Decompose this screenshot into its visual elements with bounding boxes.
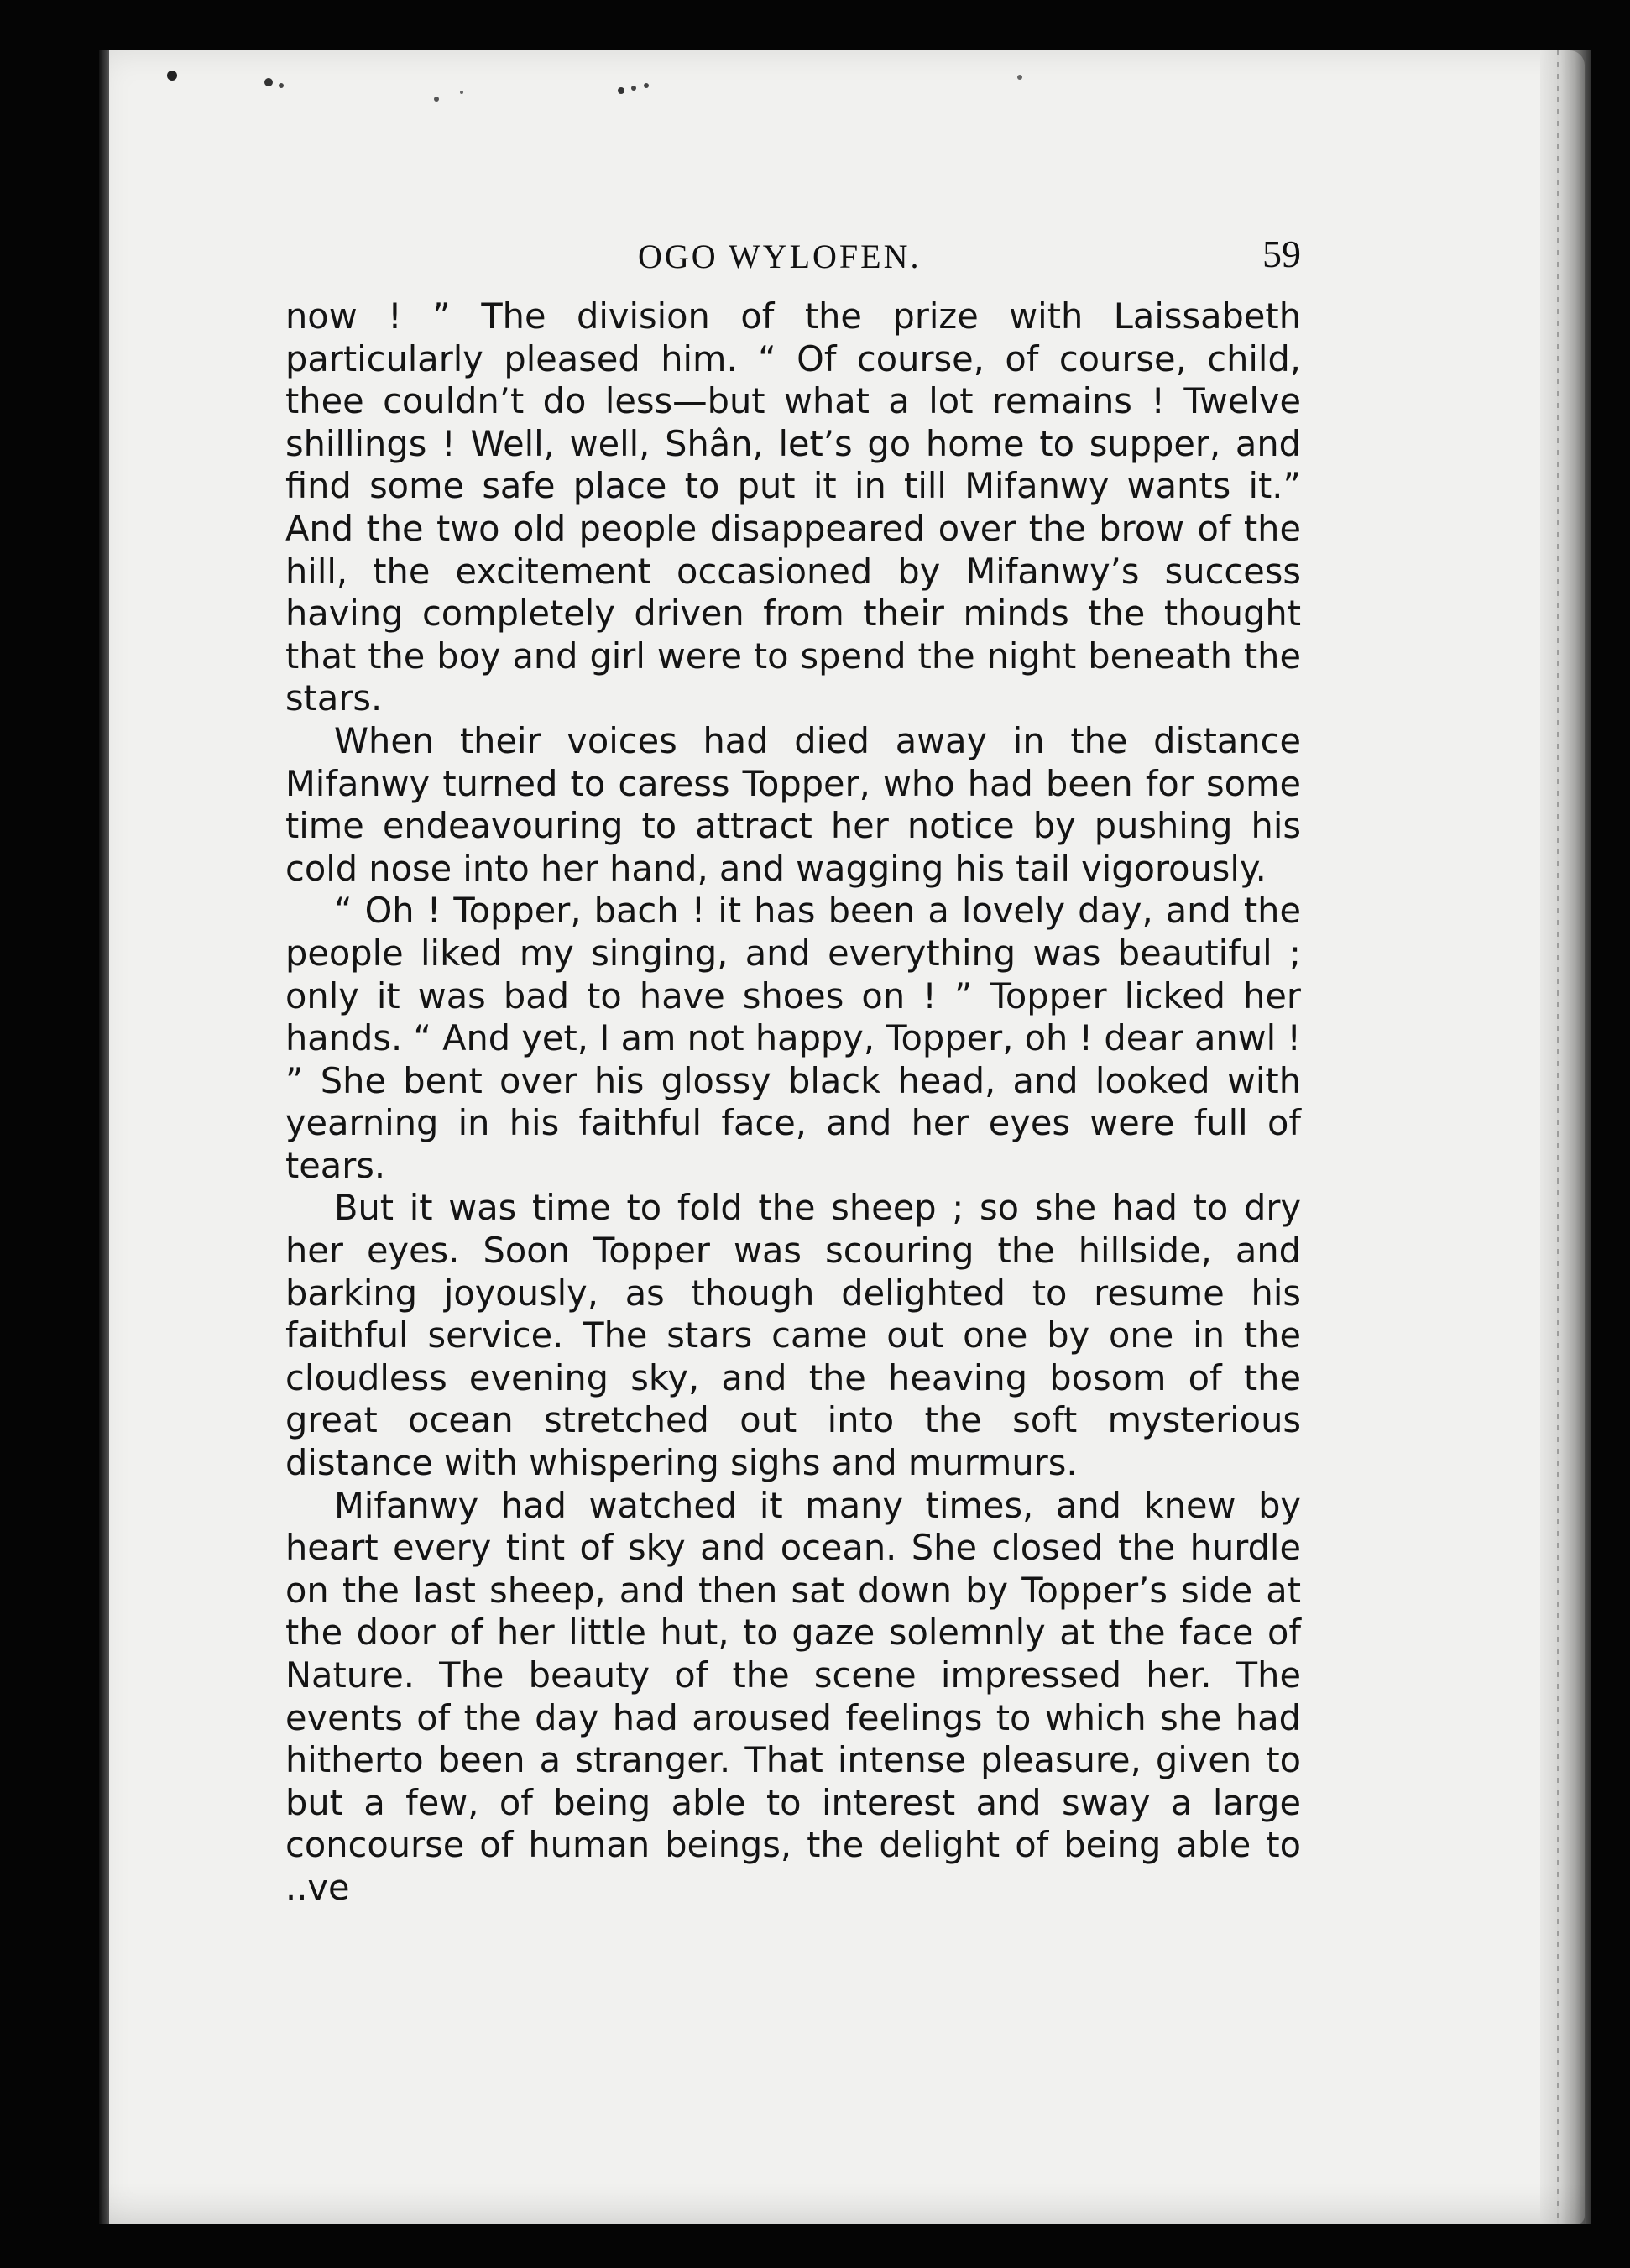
body-text	[285, 295, 1301, 1910]
paragraph: When their voices had died away in the distance Mifanwy turned to caress Topper, who had been for some time endeavouring to attract her notice by pushing his cold nose into her hand, and wagging his tail vigorously.	[285, 719, 1301, 889]
page-header	[285, 227, 1301, 285]
paragraph: “ Oh ! Topper, bach ! it has been a lovely day, and the people liked my singing, and everything was beautiful ; only it was bad to have shoes on ! ” Topper licked her hands. “ And yet, I am not happy, Topper, oh ! dear anwl ! ” She bent over his glossy black head, and looked with yearning in his faithful face, and her eyes were full of tears.	[285, 890, 1301, 1186]
paragraph: now ! ” The division of the prize with Laissabeth particularly pleased him. “ Of course, of course, child, thee couldn’t do less—but what a lot remains ! Twelve shillings ! Well, well, Shân, let’s go home to supper, and find some safe place to put it in till Mifanwy wants it.” And the two old people disappeared over the brow of the hill, the excitement occasioned by Mifanwy’s success having completely driven from their minds the thought that the boy and girl were to spend the night beneath the stars.	[285, 295, 1301, 719]
running-head: OGO WYLOFEN.	[638, 238, 922, 275]
paragraph: But it was time to fold the sheep ; so she had to dry her eyes. Soon Topper was scouring the hillside, and barking joyously, as though delighted to resume his faithful service. The stars came out one by one in the cloudless evening sky, and the heaving bosom of the great ocean stretched out into the soft mysterious distance with whispering sighs and murmurs.	[285, 1187, 1301, 1484]
page-number: 59	[1262, 233, 1301, 275]
page-edge-texture	[1557, 50, 1559, 2224]
paragraph: Mifanwy had watched it many times, and knew by heart every tint of sky and ocean. She closed the hurdle on the last sheep, and then sat down by Topper’s side at the door of her little hut, to gaze solemnly at the face of Nature. The beauty of the scene impressed her. The events of the day had aroused feelings to which she had hitherto been a stranger. That intense pleasure, given to but a few, of being able to interest and sway a large concourse of human beings, the delight of being able to ..ve	[285, 1484, 1301, 1908]
scan-specks	[151, 42, 1410, 134]
page-bottom-shadow	[99, 2182, 1585, 2224]
page-gutter-shadow	[99, 50, 109, 2224]
page-edge-stack	[1540, 50, 1591, 2224]
